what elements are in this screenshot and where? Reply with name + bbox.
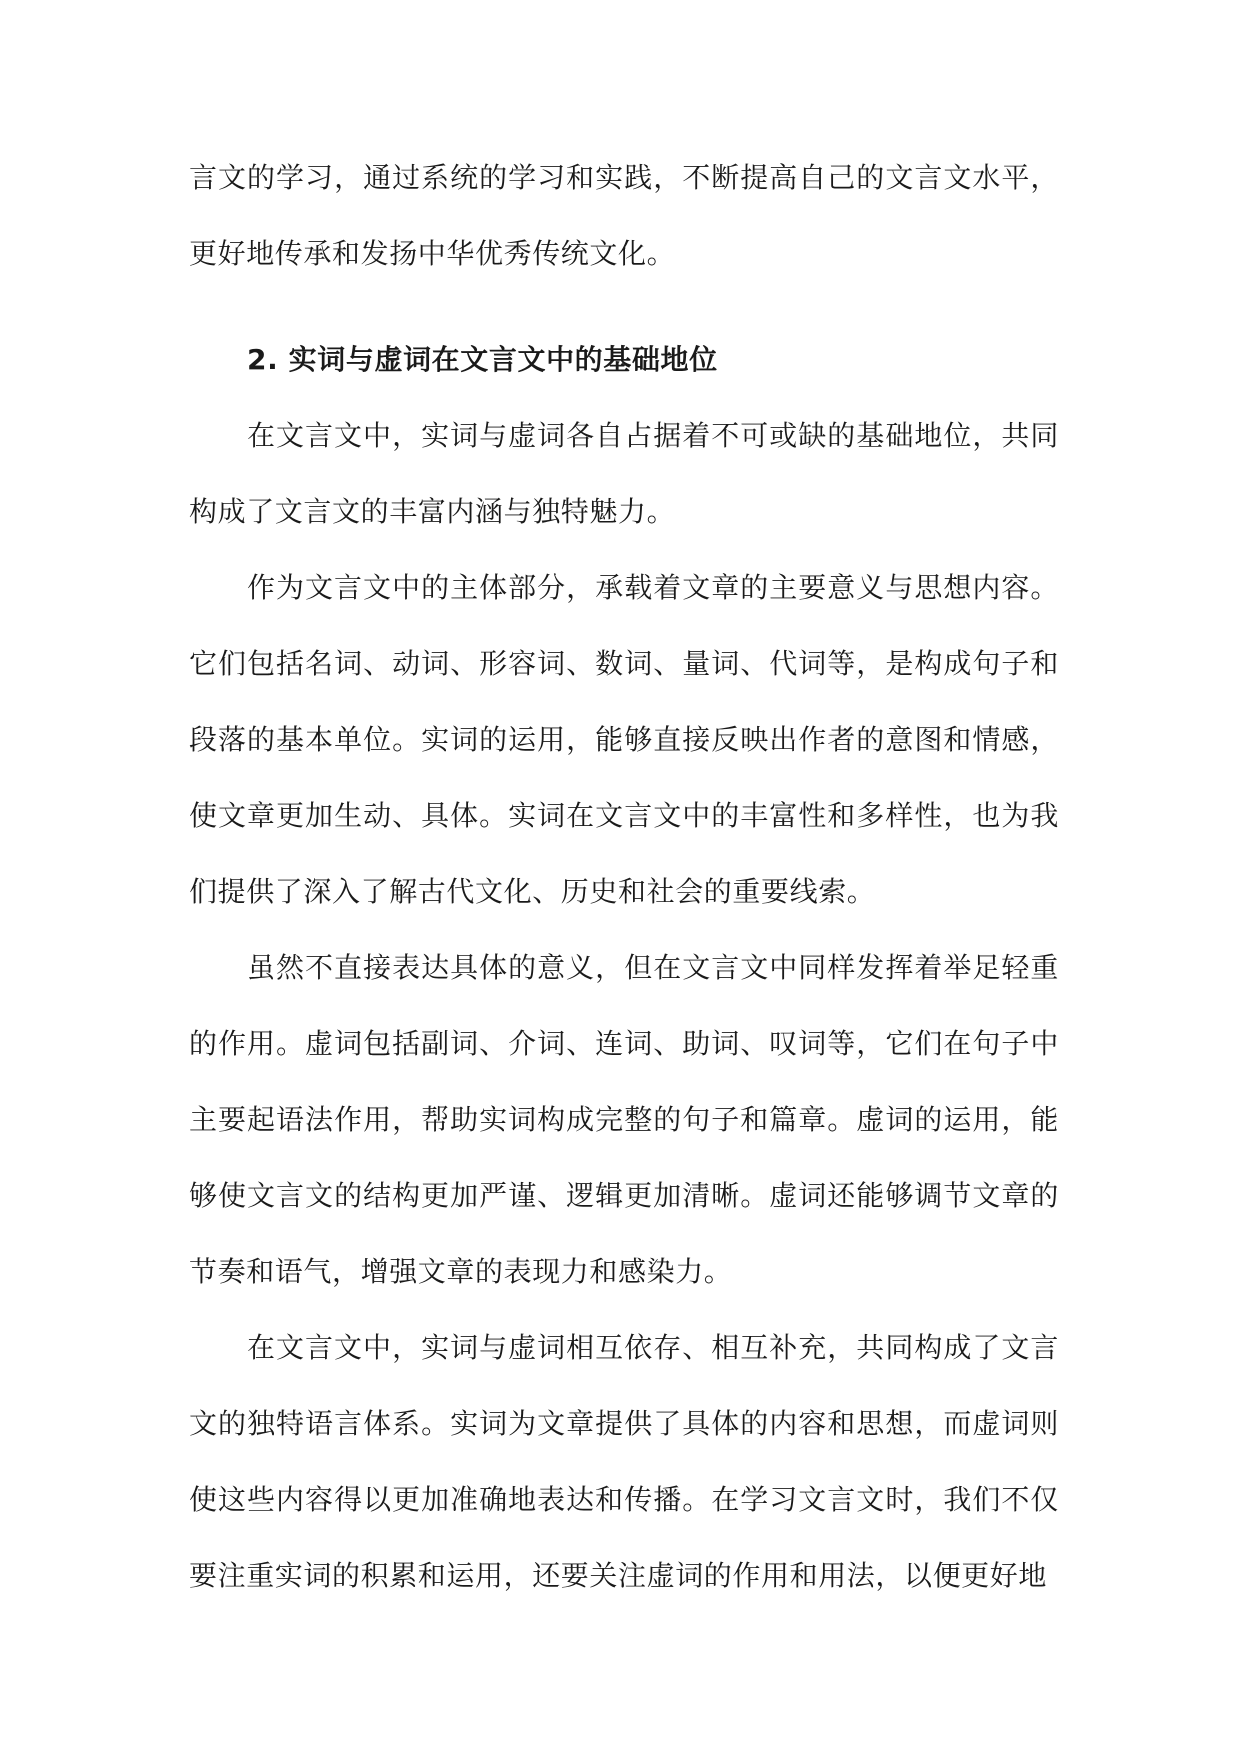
body-paragraph-4: 在文言文中，实词与虚词相互依存、相互补充，共同构成了文言文的独特语言体系。实词为文章提供了具体的内容和思想，而虚词则使这些内容得以更加准确地表达和传播。在学习文言文时，我们不仅要注重实词的积累和运用，还要关注虚词的作用和用法，以便更好地 xyxy=(189,1331,1059,1592)
continuation-paragraph: 言文的学习，通过系统的学习和实践，不断提高自己的文言文水平，更好地传承和发扬中华优秀传统文化。 xyxy=(189,161,1059,270)
body-paragraph-2: 作为文言文中的主体部分，承载着文章的主要意义与思想内容。它们包括名词、动词、形容词、数词、量词、代词等，是构成句子和段落的基本单位。实词的运用，能够直接反映出作者的意图和情感，使文章更加生动、具体。实词在文言文中的丰富性和多样性，也为我们提供了深入了解古代文化、历史和社会的重要线索。 xyxy=(189,571,1059,908)
section-heading: 2. 实词与虚词在文言文中的基础地位 xyxy=(247,343,718,376)
document-body xyxy=(189,140,1059,1614)
body-paragraph-3: 虽然不直接表达具体的意义，但在文言文中同样发挥着举足轻重的作用。虚词包括副词、介词、连词、助词、叹词等，它们在句子中主要起语法作用，帮助实词构成完整的句子和篇章。虚词的运用，能够使文言文的结构更加严谨、逻辑更加清晰。虚词还能够调节文章的节奏和语气，增强文章的表现力和感染力。 xyxy=(189,951,1059,1288)
body-paragraph-1: 在文言文中，实词与虚词各自占据着不可或缺的基础地位，共同构成了文言文的丰富内涵与独特魅力。 xyxy=(189,419,1059,528)
